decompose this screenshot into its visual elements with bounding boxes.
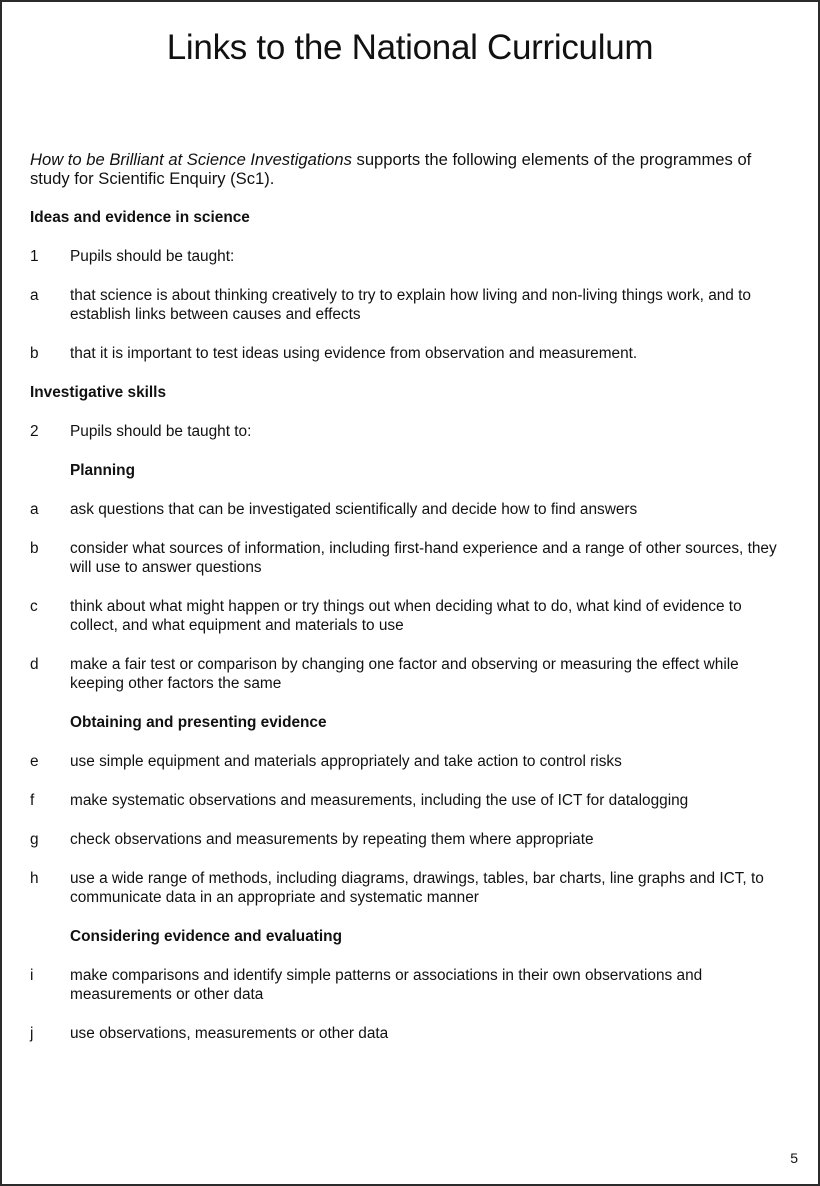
item-text: make a fair test or comparison by changing one factor and observing or measuring the effect while keeping other factors the same — [70, 656, 739, 692]
item-text: check observations and measurements by repeating them where appropriate — [70, 831, 594, 848]
item-text: that it is important to test ideas using evidence from observation and measurement. — [70, 345, 638, 362]
item-marker: c — [30, 598, 38, 615]
section-heading-investigative-skills: Investigative skills — [30, 384, 167, 401]
section-heading-ideas: Ideas and evidence in science — [30, 209, 250, 226]
item-marker: d — [30, 656, 39, 673]
item-text: use observations, measurements or other data — [70, 1025, 389, 1042]
item-text: make systematic observations and measurements, including the use of ICT for datalogging — [70, 792, 689, 809]
item-text: use a wide range of methods, including diagrams, drawings, tables, bar charts, line graphs and ICT, to communicate data in an appropriate and systematic manner — [70, 870, 764, 906]
list-item — [30, 344, 790, 363]
list-item — [30, 869, 790, 907]
item-text: use simple equipment and materials appropriately and take action to control risks — [70, 753, 622, 770]
item-marker: i — [30, 967, 34, 984]
item-text: ask questions that can be investigated scientifically and decide how to find answers — [70, 501, 638, 518]
item-text: Pupils should be taught to: — [70, 423, 252, 440]
section-lead — [30, 247, 790, 266]
item-marker: 1 — [30, 248, 39, 265]
item-marker: a — [30, 287, 39, 304]
list-item — [30, 286, 790, 324]
list-item — [30, 539, 790, 577]
item-text: make comparisons and identify simple patterns or associations in their own observations and measurements or other data — [70, 967, 703, 1003]
list-item — [30, 1024, 790, 1043]
item-marker: e — [30, 753, 39, 770]
book-title: How to be Brilliant at Science Investigations — [30, 150, 352, 169]
item-marker: b — [30, 345, 39, 362]
item-marker: f — [30, 792, 35, 809]
item-text: think about what might happen or try things out when deciding what to do, what kind of evidence to collect, and what equipment and materials to use — [70, 598, 742, 634]
page-title: Links to the National Curriculum — [166, 28, 654, 67]
item-marker: a — [30, 501, 39, 518]
list-item — [30, 655, 790, 693]
page-number: 5 — [790, 1150, 798, 1166]
intro-text: supports the following elements of the programmes of study for Scientific Enquiry (Sc1). — [30, 150, 752, 188]
list-item — [30, 791, 790, 810]
list-item — [30, 597, 790, 635]
item-text: Pupils should be taught: — [70, 248, 235, 265]
item-marker: 2 — [30, 423, 39, 440]
item-marker: b — [30, 540, 39, 557]
item-marker: j — [30, 1025, 34, 1042]
page-content — [30, 150, 790, 1063]
section-lead — [30, 422, 790, 441]
list-item — [30, 500, 790, 519]
item-text: consider what sources of information, including first-hand experience and a range of other sources, they will use to answer questions — [70, 540, 777, 576]
item-marker: h — [30, 870, 39, 887]
list-item — [30, 752, 790, 771]
list-item — [30, 966, 790, 1004]
item-text: that science is about thinking creatively to try to explain how living and non-living things work, and to establish links between causes and effects — [70, 287, 751, 323]
subheading-obtaining-evidence: Obtaining and presenting evidence — [70, 714, 327, 731]
subheading-considering-evidence: Considering evidence and evaluating — [70, 928, 342, 945]
intro-paragraph — [30, 150, 790, 188]
subheading-planning: Planning — [70, 462, 135, 479]
item-marker: g — [30, 831, 39, 848]
list-item — [30, 830, 790, 849]
